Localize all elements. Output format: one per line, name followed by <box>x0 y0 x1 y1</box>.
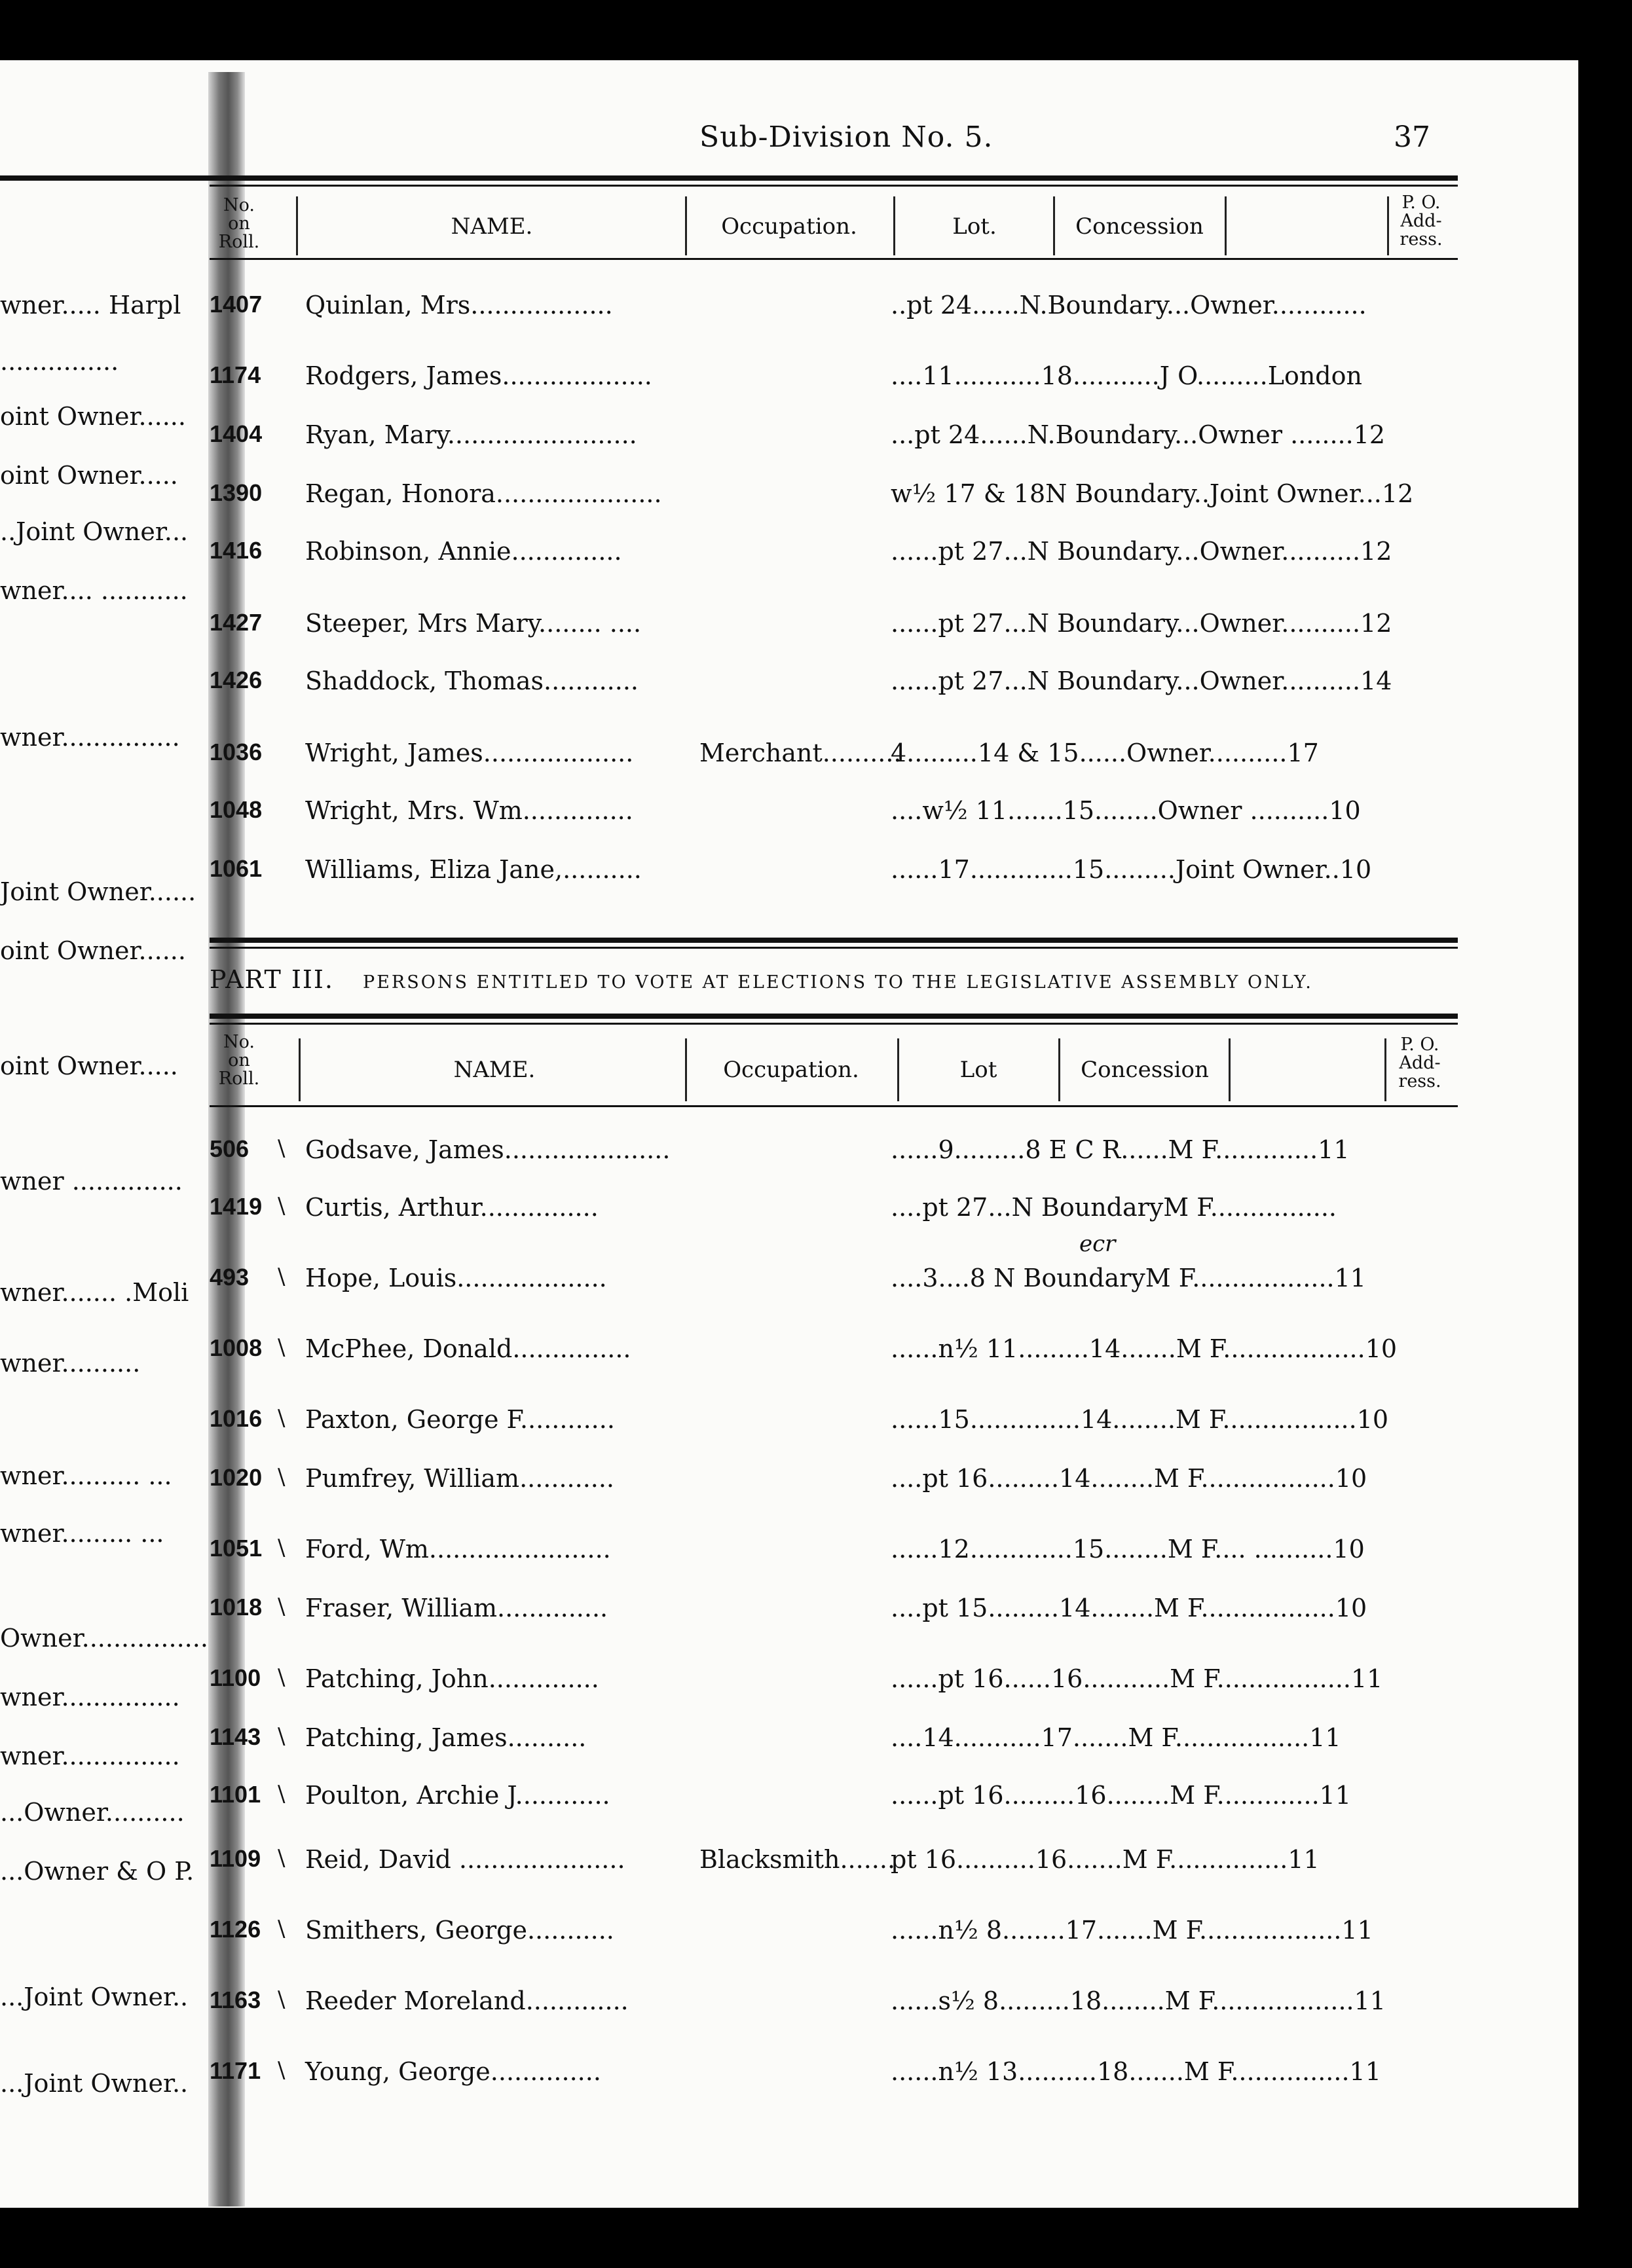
previous-page-line: ...Joint Owner.. <box>0 1983 189 2011</box>
tick-mark: \ <box>278 1464 286 1490</box>
lot-concession-address: ..pt 24......N.Boundary...Owner............ <box>891 291 1367 320</box>
voter-name: Robinson, Annie.............. <box>305 537 622 566</box>
lot-concession-address: ....pt 16.........14........M F.................10 <box>891 1464 1367 1493</box>
table-row <box>210 1264 1467 1300</box>
occupation: Blacksmith....... <box>699 1845 896 1874</box>
previous-page-line: oint Owner...... <box>0 402 186 431</box>
table-row <box>210 2057 1467 2094</box>
voter-name: Poulton, Archie J............ <box>305 1781 610 1810</box>
roll-number: 1163 <box>210 1986 261 2013</box>
column-name: NAME. <box>451 213 533 240</box>
previous-page-line: ...Owner.......... <box>0 1798 185 1827</box>
lot-concession-address: ......pt 27...N Boundary...Owner..........12 <box>891 609 1392 638</box>
scan-border <box>0 2208 1632 2268</box>
voter-name: Wright, James................... <box>305 739 634 767</box>
table-row <box>210 479 1467 516</box>
lot-concession-address: ......9.........8 E C R......M F.............11 <box>891 1135 1350 1164</box>
voter-name: Curtis, Arthur............... <box>305 1193 599 1222</box>
column-separator <box>1053 196 1055 255</box>
lot-concession-address: pt 16..........16.......M F...............11 <box>891 1845 1320 1874</box>
roll-number: 1020 <box>210 1464 263 1491</box>
lot-concession-address: ......pt 16......16...........M F.................11 <box>891 1664 1383 1693</box>
tick-mark: \ <box>278 1723 286 1749</box>
lot-concession-address: ......n½ 11.........14.......M F..................10 <box>891 1334 1398 1363</box>
voter-name: Young, George.............. <box>305 2057 601 2086</box>
roll-number: 1407 <box>210 291 263 318</box>
roll-number: 1390 <box>210 479 263 506</box>
previous-page-line: ..Joint Owner... <box>0 517 189 546</box>
tick-mark: \ <box>278 1264 286 1290</box>
table-row <box>210 1405 1467 1442</box>
table-row <box>210 1464 1467 1501</box>
table-row <box>210 361 1467 398</box>
tick-mark: \ <box>278 1193 286 1219</box>
lot-concession-address: ......pt 16.........16........M F.............11 <box>891 1781 1352 1810</box>
tick-mark: \ <box>278 1594 286 1620</box>
lot-concession-address: ......12.............15........M F.... ..........10 <box>891 1535 1365 1564</box>
voter-name: Rodgers, James................... <box>305 361 652 390</box>
previous-page-line: wner.......... <box>0 1349 141 1378</box>
table-row <box>210 1135 1467 1172</box>
table-row <box>210 1723 1467 1760</box>
voter-name: Ryan, Mary........................ <box>305 420 637 449</box>
tick-mark: \ <box>278 2057 286 2083</box>
table-row <box>210 1664 1467 1701</box>
table-row <box>210 1916 1467 1952</box>
previous-page-line: wner............... <box>0 1683 180 1711</box>
table-row <box>210 420 1467 457</box>
lot-concession-address: ......n½ 8........17.......M F..................11 <box>891 1916 1373 1945</box>
column-po-address: P. O. Add- ress. <box>1398 1034 1441 1091</box>
previous-page-line: oint Owner..... <box>0 461 178 490</box>
roll-number: 1100 <box>210 1664 261 1691</box>
column-occupation: Occupation. <box>723 1057 859 1083</box>
table-row <box>210 1986 1467 2023</box>
lot-concession-address: ......s½ 8.........18........M F..................11 <box>891 1986 1386 2015</box>
voter-name: Hope, Louis................... <box>305 1264 607 1292</box>
lot-concession-address: ......pt 27...N Boundary...Owner..........12 <box>891 537 1392 566</box>
roll-number: 1008 <box>210 1334 263 1361</box>
previous-page-line: wner....... .Moli <box>0 1278 189 1307</box>
tick-mark: \ <box>278 1916 286 1942</box>
previous-page-line: wner..... Harpl <box>0 291 181 320</box>
roll-number: 1061 <box>210 855 263 882</box>
column-separator <box>296 196 298 255</box>
voter-name: Quinlan, Mrs.................. <box>305 291 613 320</box>
column-concession: Concession <box>1075 213 1204 240</box>
header-rule <box>0 175 1458 181</box>
roll-number: 1143 <box>210 1723 261 1750</box>
tick-mark: \ <box>278 1535 286 1561</box>
roll-number: 1051 <box>210 1535 263 1562</box>
lot-concession-address: ...pt 24......N.Boundary...Owner ........12 <box>891 420 1386 449</box>
table-row <box>210 1334 1467 1371</box>
voter-name: Regan, Honora..................... <box>305 479 662 508</box>
handwritten-annotation: ecr <box>1079 1231 1116 1257</box>
lot-concession-address: ......pt 27...N Boundary...Owner..........14 <box>891 667 1392 695</box>
previous-page-line: wner......... ... <box>0 1519 164 1548</box>
lot-concession-address: ......n½ 13..........18.......M F...............11 <box>891 2057 1381 2086</box>
previous-page-line: wner.......... ... <box>0 1461 172 1490</box>
lot-concession-address: ....pt 15.........14........M F.................10 <box>891 1594 1367 1622</box>
table-row <box>210 609 1467 646</box>
section-rule <box>210 938 1458 943</box>
voter-name: Pumfrey, William............ <box>305 1464 615 1493</box>
table-row <box>210 291 1467 327</box>
table-row <box>210 1845 1467 1882</box>
roll-number: 1126 <box>210 1916 261 1943</box>
column-separator <box>893 196 895 255</box>
part-three-description: PERSONS ENTITLED TO VOTE AT ELECTIONS TO THE LEGISLATIVE ASSEMBLY ONLY. <box>363 972 1313 993</box>
roll-number: 1101 <box>210 1781 261 1808</box>
page-title: Sub-Division No. 5. <box>699 120 993 154</box>
roll-number: 1109 <box>210 1845 261 1872</box>
roll-number: 1426 <box>210 667 263 693</box>
voter-name: Patching, John.............. <box>305 1664 599 1693</box>
tick-mark: \ <box>278 1845 286 1871</box>
voter-name: Paxton, George F............ <box>305 1405 615 1434</box>
voter-name: Smithers, George........... <box>305 1916 614 1945</box>
table-row <box>210 739 1467 775</box>
column-lot: Lot <box>959 1057 997 1083</box>
column-po-address: P. O. Add- ress. <box>1400 192 1443 249</box>
roll-number: 1171 <box>210 2057 261 2084</box>
table-row <box>210 1193 1467 1230</box>
roll-number: 1427 <box>210 609 263 636</box>
part-three-rule-thin <box>210 1023 1458 1025</box>
previous-page-line: ............... <box>0 347 119 376</box>
voter-name: Godsave, James..................... <box>305 1135 671 1164</box>
part-three-rule <box>210 1014 1458 1019</box>
roll-number: 1018 <box>210 1594 263 1620</box>
tick-mark: \ <box>278 1986 286 2013</box>
voter-name: Shaddock, Thomas............ <box>305 667 639 695</box>
table-row <box>210 796 1467 833</box>
lot-concession-address: ......15..............14........M F.................10 <box>891 1405 1389 1434</box>
previous-page-line: wner.... ........... <box>0 576 188 605</box>
voter-name: Steeper, Mrs Mary........ .... <box>305 609 642 638</box>
roll-number: 1404 <box>210 420 263 447</box>
table-row <box>210 1594 1467 1630</box>
previous-page-line: wner............... <box>0 1742 180 1770</box>
column-separator <box>299 1038 301 1101</box>
previous-page-line: Joint Owner...... <box>0 877 196 906</box>
header-rule-thin <box>210 185 1458 187</box>
table-row <box>210 667 1467 703</box>
roll-number: 1416 <box>210 537 263 564</box>
roll-number: 1048 <box>210 796 263 823</box>
tick-mark: \ <box>278 1781 286 1807</box>
voter-name: Fraser, William.............. <box>305 1594 608 1622</box>
roll-number: 1036 <box>210 739 263 765</box>
voter-name: Reeder Moreland............. <box>305 1986 629 2015</box>
page-number: 37 <box>1394 120 1430 154</box>
previous-page-line: Owner................ <box>0 1624 208 1653</box>
previous-page-line: ...Joint Owner.. <box>0 2069 189 2098</box>
column-name: NAME. <box>453 1057 536 1083</box>
previous-page-line: oint Owner..... <box>0 1052 178 1080</box>
voter-name: Wright, Mrs. Wm.............. <box>305 796 633 825</box>
previous-page-line: wner .............. <box>0 1167 183 1196</box>
roll-number: 1419 <box>210 1193 263 1220</box>
voter-name: Williams, Eliza Jane,.......... <box>305 855 642 884</box>
lot-concession-address: ....11...........18...........J O.........London <box>891 361 1362 390</box>
tick-mark: \ <box>278 1664 286 1691</box>
roll-number: 1016 <box>210 1405 263 1432</box>
table-row <box>210 537 1467 574</box>
column-lot: Lot. <box>952 213 997 240</box>
voter-name: Reid, David ..................... <box>305 1845 625 1874</box>
roll-number: 1174 <box>210 361 261 388</box>
voter-name: Ford, Wm....................... <box>305 1535 611 1564</box>
tick-mark: \ <box>278 1405 286 1431</box>
lot-concession-address: ....w½ 11.......15........Owner ..........10 <box>891 796 1361 825</box>
previous-page-line: oint Owner...... <box>0 936 186 965</box>
column-separator <box>1229 1038 1231 1101</box>
column-separator <box>897 1038 899 1101</box>
part-three-label: PART III. <box>210 965 335 994</box>
voter-name: McPhee, Donald............... <box>305 1334 631 1363</box>
lot-concession-address: 4.........14 & 15......Owner..........17 <box>891 739 1319 767</box>
column-header-rule <box>210 1105 1458 1107</box>
column-separator <box>1225 196 1227 255</box>
previous-page-line: ...Owner & O P. <box>0 1857 195 1886</box>
column-separator <box>685 196 687 255</box>
voter-name: Patching, James.......... <box>305 1723 587 1752</box>
roll-number: 506 <box>210 1135 250 1162</box>
part-three-heading <box>210 965 1313 994</box>
column-concession: Concession <box>1081 1057 1209 1083</box>
column-no-on-roll: No. on Roll. <box>218 1032 260 1089</box>
lot-concession-address: ....3....8 N BoundaryM F..................11 <box>891 1264 1366 1292</box>
column-header-rule <box>210 258 1458 260</box>
occupation: Merchant.......... <box>699 739 902 767</box>
lot-concession-address: ....14...........17.......M F.................11 <box>891 1723 1341 1752</box>
roll-number: 493 <box>210 1264 250 1290</box>
column-occupation: Occupation. <box>721 213 857 240</box>
table-row <box>210 1781 1467 1818</box>
column-separator <box>1058 1038 1060 1101</box>
tick-mark: \ <box>278 1135 286 1161</box>
column-no-on-roll: No. on Roll. <box>218 195 260 252</box>
lot-concession-address: w½ 17 & 18N Boundary..Joint Owner...12 <box>891 479 1414 508</box>
lot-concession-address: ....pt 27...N BoundaryM F................ <box>891 1193 1337 1222</box>
lot-concession-address: ......17.............15.........Joint Owner..10 <box>891 855 1372 884</box>
table-row <box>210 855 1467 892</box>
tick-mark: \ <box>278 1334 286 1361</box>
section-rule-thin <box>210 947 1458 949</box>
previous-page-line: wner............... <box>0 723 180 752</box>
table-row <box>210 1535 1467 1571</box>
column-separator <box>685 1038 687 1101</box>
